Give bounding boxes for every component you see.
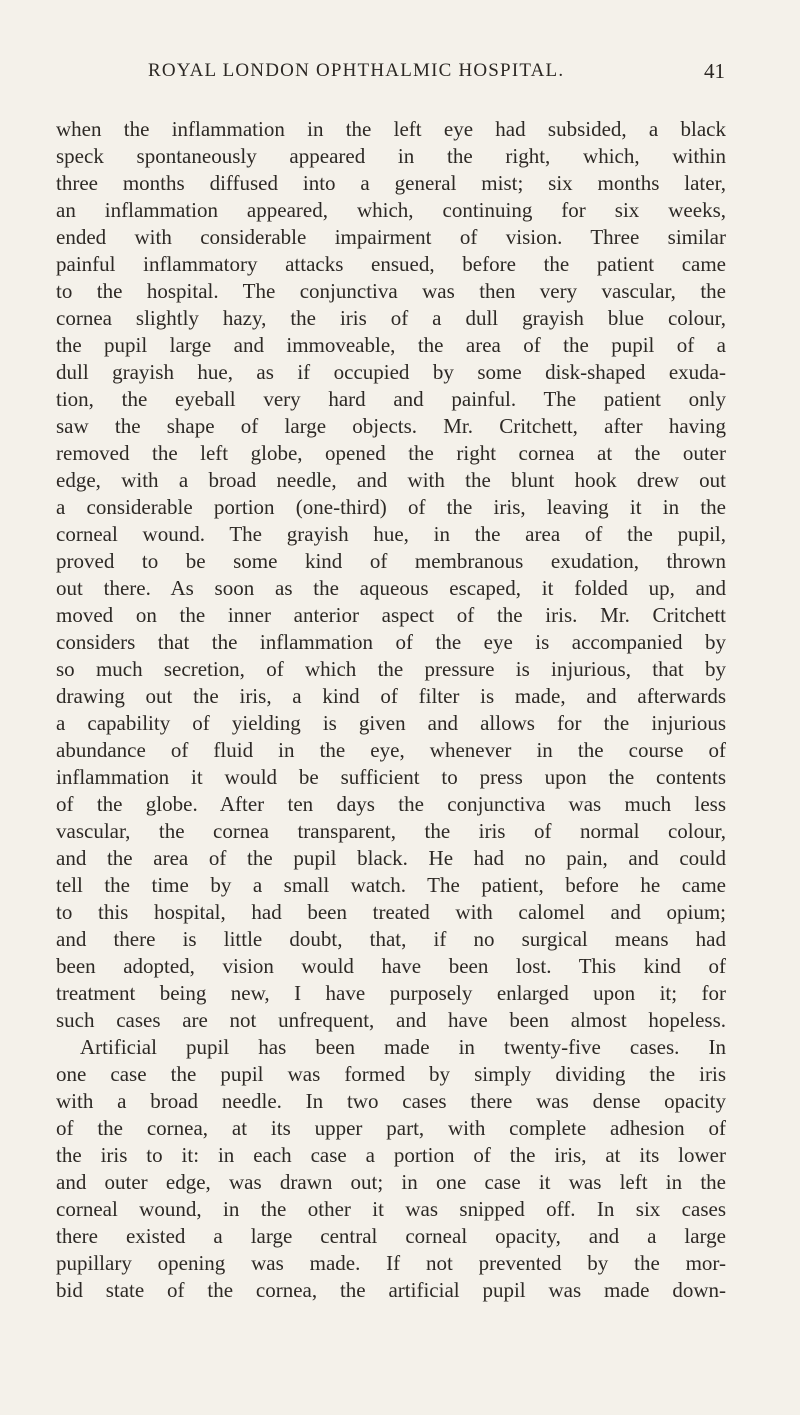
text-line: speck spontaneously appeared in the right, which, within (56, 144, 726, 168)
text-line: so much secretion, of which the pressure is injurious, that by (56, 657, 726, 681)
running-title: ROYAL LONDON OPHTHALMIC HOSPITAL. (148, 60, 565, 81)
text-line: pupillary opening was made. If not prevented by the mor- (56, 1251, 726, 1275)
text-line: edge, with a broad needle, and with the blunt hook drew out (56, 468, 726, 492)
text-line: there existed a large central corneal opacity, and a large (56, 1224, 726, 1248)
text-line: painful inflammatory attacks ensued, before the patient came (56, 252, 726, 276)
text-line: to this hospital, had been treated with calomel and opium; (56, 900, 726, 924)
text-line: a capability of yielding is given and allows for the injurious (56, 711, 726, 735)
text-line: vascular, the cornea transparent, the iris of normal colour, (56, 819, 726, 843)
text-line: the pupil large and immoveable, the area of the pupil of a (56, 333, 726, 357)
text-line: to the hospital. The conjunctiva was then very vascular, the (56, 279, 726, 303)
text-line: dull grayish hue, as if occupied by some disk-shaped exuda- (56, 360, 726, 384)
running-head (148, 60, 725, 90)
text-line: tell the time by a small watch. The patient, before he came (56, 873, 726, 897)
text-line: one case the pupil was formed by simply dividing the iris (56, 1062, 726, 1086)
text-line: inflammation it would be sufficient to press upon the contents (56, 765, 726, 789)
paragraph-start-line: Artificial pupil has been made in twenty-five cases. In (80, 1035, 726, 1059)
page-number: 41 (704, 59, 725, 83)
text-line: tion, the eyeball very hard and painful. The patient only (56, 387, 726, 411)
text-line: considers that the inflammation of the eye is accompanied by (56, 630, 726, 654)
text-line: removed the left globe, opened the right cornea at the outer (56, 441, 726, 465)
text-line: and outer edge, was drawn out; in one case it was left in the (56, 1170, 726, 1194)
text-line: three months diffused into a general mist; six months later, (56, 171, 726, 195)
text-line: treatment being new, I have purposely enlarged upon it; for (56, 981, 726, 1005)
text-line: of the cornea, at its upper part, with complete adhesion of (56, 1116, 726, 1140)
text-line: drawing out the iris, a kind of filter is made, and afterwards (56, 684, 726, 708)
text-line: ended with considerable impairment of vision. Three similar (56, 225, 726, 249)
text-line: corneal wound. The grayish hue, in the area of the pupil, (56, 522, 726, 546)
text-line: an inflammation appeared, which, continuing for six weeks, (56, 198, 726, 222)
text-line: the iris to it: in each case a portion of the iris, at its lower (56, 1143, 726, 1167)
text-line: and the area of the pupil black. He had no pain, and could (56, 846, 726, 870)
text-line: of the globe. After ten days the conjunctiva was much less (56, 792, 726, 816)
text-line: corneal wound, in the other it was snipped off. In six cases (56, 1197, 726, 1221)
text-line: out there. As soon as the aqueous escaped, it folded up, and (56, 576, 726, 600)
text-line: cornea slightly hazy, the iris of a dull grayish blue colour, (56, 306, 726, 330)
text-line: with a broad needle. In two cases there was dense opacity (56, 1089, 726, 1113)
text-line: proved to be some kind of membranous exudation, thrown (56, 549, 726, 573)
text-line: when the inflammation in the left eye had subsided, a black (56, 117, 726, 141)
text-line: bid state of the cornea, the artificial pupil was made down- (56, 1278, 726, 1302)
text-line: saw the shape of large objects. Mr. Critchett, after having (56, 414, 726, 438)
text-line: moved on the inner anterior aspect of the iris. Mr. Critchett (56, 603, 726, 627)
text-line: and there is little doubt, that, if no surgical means had (56, 927, 726, 951)
text-line: a considerable portion (one-third) of the iris, leaving it in the (56, 495, 726, 519)
text-line: been adopted, vision would have been lost. This kind of (56, 954, 726, 978)
text-line: abundance of fluid in the eye, whenever in the course of (56, 738, 726, 762)
text-line: such cases are not unfrequent, and have been almost hopeless. (56, 1008, 726, 1032)
